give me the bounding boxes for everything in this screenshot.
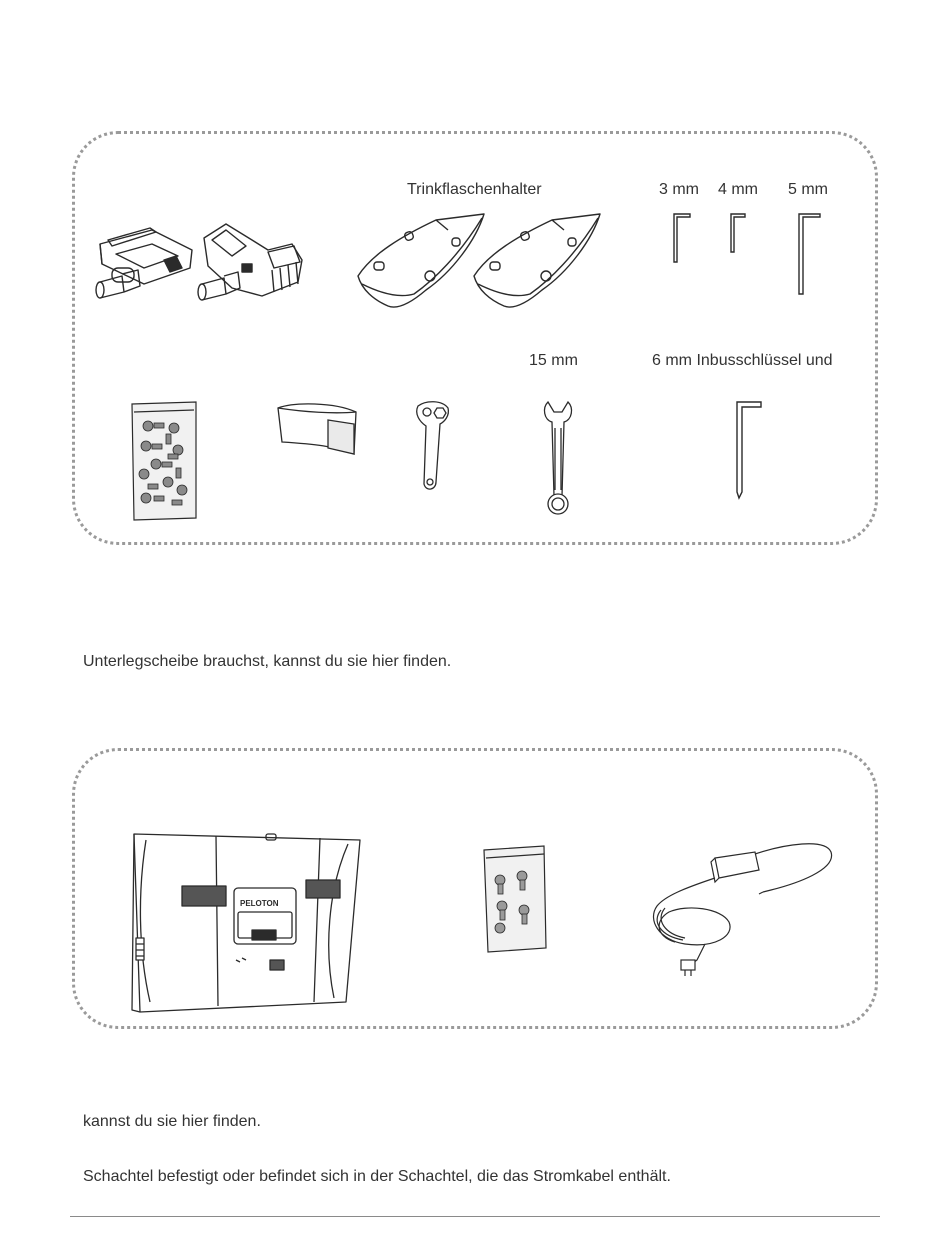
hex-key-6mm-illustration [733,398,765,500]
touchscreen-illustration [128,830,364,1015]
text-box-note: Schachtel befestigt oder befindet sich in der Schachtel, die das Stromkabel enthält. [83,1168,671,1185]
velcro-strap-illustration [274,398,364,460]
label-wrench-15mm: 15 mm [529,352,578,369]
pedal-tool-illustration [410,398,454,494]
hex-key-4mm-illustration [727,210,749,256]
label-hex-6mm: 6 mm Inbusschlüssel und [652,352,833,369]
screw-bag-illustration [480,842,548,954]
label-hex-3mm: 3 mm [659,181,699,198]
screen-brand-label: PELOTON [240,899,279,908]
pedals-illustration [92,210,312,305]
power-cable-illustration [645,840,840,980]
text-find-here: kannst du sie hier finden. [83,1113,261,1130]
wrench-15mm-illustration [540,398,576,520]
label-hex-5mm: 5 mm [788,181,828,198]
hex-key-5mm-illustration [795,210,825,298]
label-bottle-holder: Trinkflaschenhalter [407,181,542,198]
hex-key-3mm-illustration [668,210,694,266]
text-washer-note: Unterlegscheibe brauchst, kannst du sie hier finden. [83,653,452,670]
footer-divider [70,1216,880,1217]
label-hex-4mm: 4 mm [718,181,758,198]
bolt-bag-illustration [128,398,200,522]
bottle-holders-illustration [352,210,607,315]
